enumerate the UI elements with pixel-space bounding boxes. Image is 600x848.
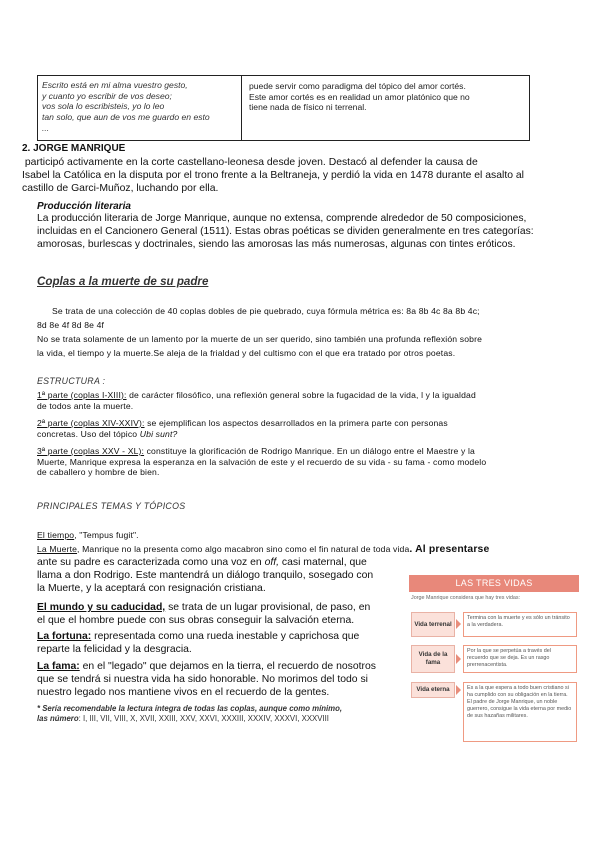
part-3-cont: Muerte, Manrique expresa la esperanza en la salvación de este y el recuerdo de su vida - su fama - como modelo xyxy=(37,456,487,467)
poem-cell xyxy=(38,76,242,140)
muerte-line: llama a don Rodrigo. Este mantendrá un diálogo tranquilo, sosegado con xyxy=(37,570,374,581)
coplas-desc-line: No se trata solamente de un lamento por la muerte de un ser querido, sino también una profunda reflexión sobre xyxy=(37,334,483,344)
estructura-part-2 xyxy=(37,418,587,439)
muerte-text: , Manrique no la presenta como algo macabron sino como el fin natural de toda vida xyxy=(77,544,410,554)
ubi-sunt: Ubi sunt? xyxy=(139,428,178,439)
coplas-desc-line: la vida, el tiempo y la muerte.Se aleja de la frialdad y del cultismo con el que era tratado por otros poetas. xyxy=(37,348,456,358)
bio-paragraph xyxy=(22,156,582,195)
bio-line: Isabel la Católica en la disputa por el trono frente a la Beltraneja, y perdió la vida en 1478 durante el asalto al xyxy=(22,170,524,181)
note-line: * Sería recomendable la lectura íntegra de todas las coplas, aunque como mínimo, xyxy=(37,704,343,713)
tema-muerte xyxy=(37,543,592,557)
coplas-desc-line: 8d 8e 4f 8d 8e 4f xyxy=(37,320,105,330)
part-2-cont: concretas. Uso del tópico xyxy=(37,428,140,439)
estructura-part-3 xyxy=(37,446,592,478)
part-1-text: de carácter filosófico, una reflexión general sobre la fugacidad de la vida, l y la igualdad xyxy=(126,390,476,400)
bio-line: participó activamente en la corte castellano-leonesa desde joven. Destacó al defender la causa de xyxy=(22,157,478,168)
vida-terrenal-text: Termina con la muerte y es sólo un tránsito a la verdadera. xyxy=(463,612,577,637)
arrow-icon xyxy=(456,619,461,629)
mundo-label: El mundo y su caducidad, xyxy=(37,602,166,613)
arrow-icon xyxy=(456,685,461,695)
tiempo-label: El tiempo xyxy=(37,530,75,540)
note-label: las número xyxy=(37,713,79,723)
fortuna-cont: reparte la felicidad y la desgracia. xyxy=(37,644,192,655)
fortuna-text: representada como una rueda inestable y caprichosa que xyxy=(91,631,360,642)
poem-line: Escrito está en mi alma vuestro gesto, xyxy=(42,80,188,90)
infographic-intro: Jorge Manrique considera que hay tres vidas: xyxy=(411,595,521,601)
vida-fama-label: Vida de la fama xyxy=(411,645,455,673)
lit-line: incluidas en el Cancionero General (1511). Estas obras poéticas se dividen generalmente en tres categorías: xyxy=(37,225,534,237)
tres-vidas-infographic xyxy=(409,575,579,745)
poem-line: ... xyxy=(42,122,50,133)
commentary-line: tiene nada de físico ni terrenal. xyxy=(249,102,367,113)
infographic-title: LAS TRES VIDAS xyxy=(409,575,579,592)
mundo-text: se trata de un lugar provisional, de paso, en xyxy=(165,602,371,613)
part-2-text: se ejemplifican los aspectos desarrollados en la primera parte con personas xyxy=(144,418,448,428)
tema-fama xyxy=(37,660,407,699)
part-3-cont: de caballero y hombre de bien. xyxy=(37,467,160,478)
lit-paragraph xyxy=(37,213,587,252)
lit-line: La producción literaria de Jorge Manrique, aunque no extensa, comprende alrededor de 50 composiciones, xyxy=(37,213,527,224)
muerte-label: La Muerte xyxy=(37,544,78,554)
poem-line: tan solo, que aun de vos me guardo en esto xyxy=(42,112,210,123)
tema-mundo xyxy=(37,601,407,627)
estructura-heading: ESTRUCTURA : xyxy=(37,376,106,386)
fama-label: La fama: xyxy=(37,661,80,672)
vida-fama-text: Por la que se perpetúa a través del recuerdo que se deja. Es un rasgo prerrenacentista. xyxy=(463,645,577,673)
part-2-label: 2ª parte (coplas XIV-XXIV): xyxy=(37,418,145,428)
vida-terrenal-label: Vida terrenal xyxy=(411,612,455,637)
part-1-label: 1ª parte (coplas I-XIII): xyxy=(37,390,127,400)
section-heading: 2. JORGE MANRIQUE xyxy=(22,143,126,154)
muerte-line-tail: casi maternal, que xyxy=(279,557,367,568)
note-list: : I, III, VII, VIII, X, XVII, XXIII, XXV, XXVI, XXXIII, XXXIV, XXXVI, XXXVIII xyxy=(78,713,329,723)
commentary-line: Este amor cortés es en realidad un amor platónico que no xyxy=(249,91,470,102)
off-word: off, xyxy=(264,557,280,568)
commentary-line: puede servir como paradigma del tópico del amor cortés. xyxy=(249,81,466,91)
tema-fortuna xyxy=(37,630,407,656)
coplas-title: Coplas a la muerte de su padre xyxy=(37,275,209,288)
arrow-icon xyxy=(456,654,461,664)
fortuna-label: La fortuna: xyxy=(37,631,92,642)
vida-eterna-label: Vida eterna xyxy=(411,682,455,698)
part-3-label: 3ª parte (coplas XXV - XL): xyxy=(37,446,145,456)
tema-tiempo xyxy=(37,529,587,543)
part-1-cont: de todos ante la muerte. xyxy=(37,400,134,411)
poem-table xyxy=(37,75,530,141)
poem-line: y cuanto yo escribir de vos deseo; xyxy=(42,90,172,101)
fama-cont: que se tendrá si nuestra vida ha sido honorable. No morimos del todo si xyxy=(37,674,368,685)
part-3-text: constituye la glorificación de Rodrigo Manrique. En un diálogo entre el Maestre y la xyxy=(144,446,475,456)
coplas-desc-line: Se trata de una colección de 40 coplas dobles de pie quebrado, cuya fórmula métrica es: 8a 8b 4c 8a 8b 4c; xyxy=(52,306,480,316)
fama-cont: nuestro legado nos mantiene vivos en el recuerdo de la gentes. xyxy=(37,687,330,698)
poem-line: vos sola lo escribisteis, yo lo leo xyxy=(42,101,165,112)
tiempo-text: , "Tempus fugit". xyxy=(74,530,139,540)
bio-line: castillo de Garci-Muñoz, luchando por ella. xyxy=(22,183,219,194)
commentary-cell xyxy=(243,76,529,140)
vida-eterna-text: Es a la que espera a todo buen cristiano si ha cumplido con su obligación en la tierra. El padre de Jorge Manrique, un noble guerrero, consigue la vida eterna por medio de sus hazañas militares. xyxy=(463,682,577,742)
reading-note xyxy=(37,704,407,723)
lit-heading: Producción literaria xyxy=(37,201,131,212)
estructura-part-1 xyxy=(37,390,587,411)
muerte-line: ante su padre es caracterizada como una voz en xyxy=(37,557,265,568)
muerte-tail: . Al presentarse xyxy=(409,544,490,555)
lit-line: amorosas, burlescas y doctrinales, siendo las amorosas las más numerosas, algunas con tintes eróticos. xyxy=(37,238,516,250)
temas-heading: PRINCIPALES TEMAS Y TÓPICOS xyxy=(37,501,186,511)
mundo-cont: el que el hombre puede con sus obras conseguir la salvación eterna. xyxy=(37,615,355,626)
muerte-line: la Muerte, y la aceptará con resignación cristiana. xyxy=(37,583,266,594)
fama-text: en el "legado" que dejamos en la tierra, el recuerdo de nosotros xyxy=(79,661,376,672)
muerte-paragraph xyxy=(37,556,407,595)
